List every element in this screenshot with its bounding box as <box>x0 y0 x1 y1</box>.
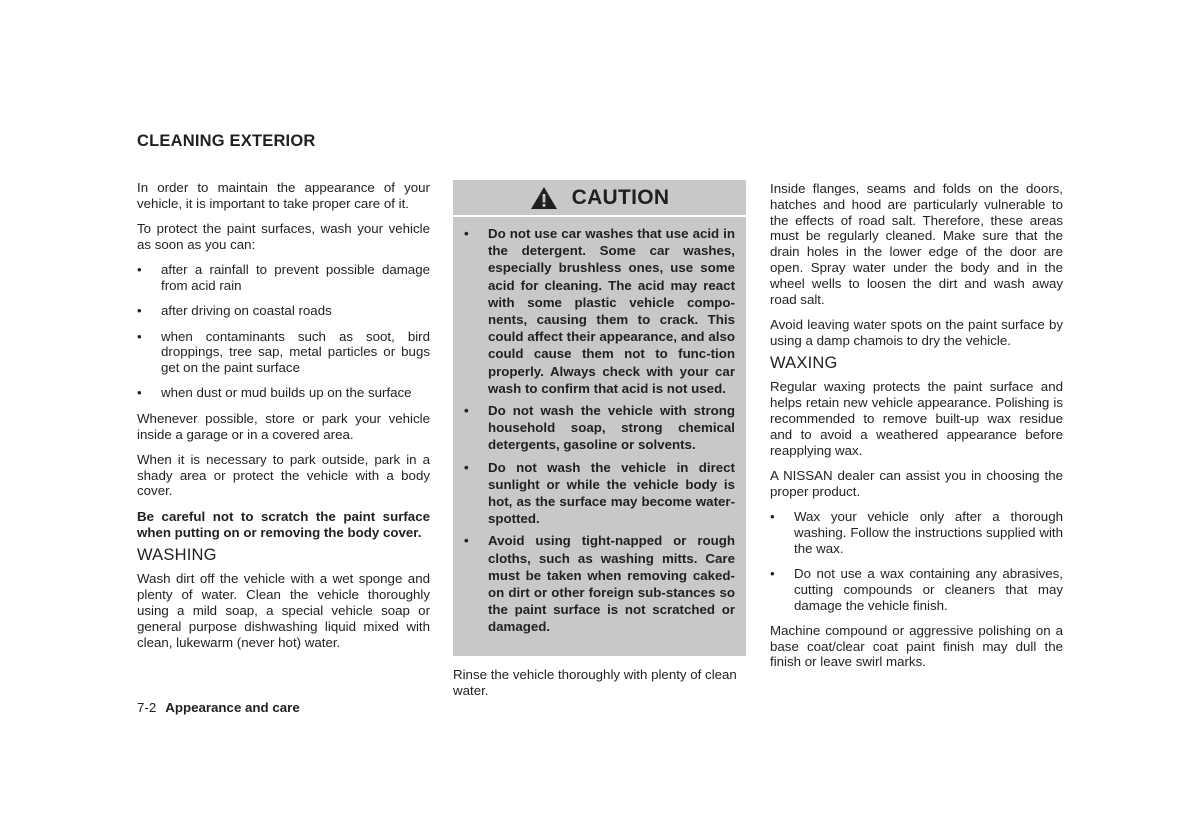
warning-triangle-icon <box>530 186 558 210</box>
list-item: • after a rainfall to prevent possible damage from acid rain <box>137 262 430 293</box>
wax-list <box>770 509 1063 613</box>
flanges-paragraph: Inside flanges, seams and folds on the doors, hatches and hood are particularly vulnerable to the effects of road salt. Therefore, these areas must be regularly cleaned. Make sure that the drain holes in the lower edge of the door are open. Spray water under the body and in the wheel wells to loosen the dirt and wash away road salt. <box>770 181 1063 307</box>
list-item: • Avoid using tight-napped or rough cloths, such as washing mitts. Care must be taken when removing caked-on dirt or other foreign sub-stances so the paint surface is not scratched or damaged. <box>464 533 735 635</box>
caution-header <box>453 180 746 215</box>
caution-list <box>453 217 746 636</box>
list-item: • Do not use a wax containing any abrasives, cutting compounds or cleaners that may damage the vehicle finish. <box>770 565 1063 613</box>
bullet-icon: • <box>770 509 775 525</box>
page-number: 7-2 <box>137 700 157 715</box>
waxing-paragraph: Regular waxing protects the paint surface and helps retain new vehicle appearance. Polishing is recommended to remove built-up wax residue and to avoid a weathered appearance before reapplying wax. <box>770 379 1063 458</box>
wash-timing-list <box>137 262 430 401</box>
caution-box <box>453 180 746 656</box>
bullet-icon: • <box>464 533 469 549</box>
waxing-heading: WAXING <box>770 354 838 373</box>
outside-paragraph: When it is necessary to park outside, park in a shady area or protect the vehicle with a body cover. <box>137 451 430 499</box>
rinse-paragraph: Rinse the vehicle thoroughly with plenty of clean water. <box>453 667 737 698</box>
list-item: • when dust or mud builds up on the surface <box>137 385 412 401</box>
list-item: • when contaminants such as soot, bird droppings, tree sap, metal particles or bugs get on the paint surface <box>137 328 430 376</box>
page-title: CLEANING EXTERIOR <box>137 132 316 150</box>
column-right <box>770 181 1063 670</box>
bullet-icon: • <box>464 403 469 419</box>
column-left <box>137 180 430 650</box>
careful-note: Be careful not to scratch the paint surface when putting on or removing the body cover. <box>137 508 430 540</box>
intro-paragraph: In order to maintain the appearance of your vehicle, it is important to take proper care of it. <box>137 180 430 211</box>
list-item: • Do not wash the vehicle with strong household soap, strong chemical detergents, gasoline or solvents. <box>464 403 735 453</box>
caution-title: CAUTION <box>571 185 670 209</box>
compound-paragraph: Machine compound or aggressive polishing on a base coat/clear coat paint finish may dull the finish or leave swirl marks. <box>770 622 1063 670</box>
washing-heading: WASHING <box>137 546 217 565</box>
bullet-icon: • <box>137 328 142 344</box>
page-footer <box>137 700 300 715</box>
bullet-icon: • <box>137 385 142 401</box>
washing-paragraph: Wash dirt off the vehicle with a wet sponge and plenty of water. Clean the vehicle thoroughly using a mild soap, a special vehicle soap or general purpose dishwashing liquid mixed with clean, lukewarm (never hot) water. <box>137 571 430 650</box>
spots-paragraph: Avoid leaving water spots on the paint surface by using a damp chamois to dry the vehicle. <box>770 316 1063 348</box>
list-item: • Do not use car washes that use acid in the detergent. Some car washes, especially brushless ones, use some acid for cleaning. The acid may react with some plastic vehicle compo-nents, causing them to crack. This could affect their appearance, and also could cause them not to func-tion properly. Always check with your car wash to confirm that acid is not used. <box>464 226 735 396</box>
bullet-icon: • <box>464 459 469 475</box>
list-item: • Wax your vehicle only after a thorough washing. Follow the instructions supplied with the wax. <box>770 509 1063 556</box>
bullet-icon: • <box>137 303 142 319</box>
list-item: • Do not wash the vehicle in direct sunlight or while the vehicle body is hot, as the surface may become water-spotted. <box>464 459 735 527</box>
store-paragraph: Whenever possible, store or park your vehicle inside a garage or in a covered area. <box>137 410 430 442</box>
dealer-paragraph: A NISSAN dealer can assist you in choosing the proper product. <box>770 467 1063 499</box>
list-item: • after driving on coastal roads <box>137 303 332 319</box>
bullet-icon: • <box>137 262 142 278</box>
protect-paragraph: To protect the paint surfaces, wash your vehicle as soon as you can: <box>137 221 430 252</box>
section-name: Appearance and care <box>165 700 300 715</box>
bullet-icon: • <box>464 226 469 241</box>
bullet-icon: • <box>770 565 775 581</box>
